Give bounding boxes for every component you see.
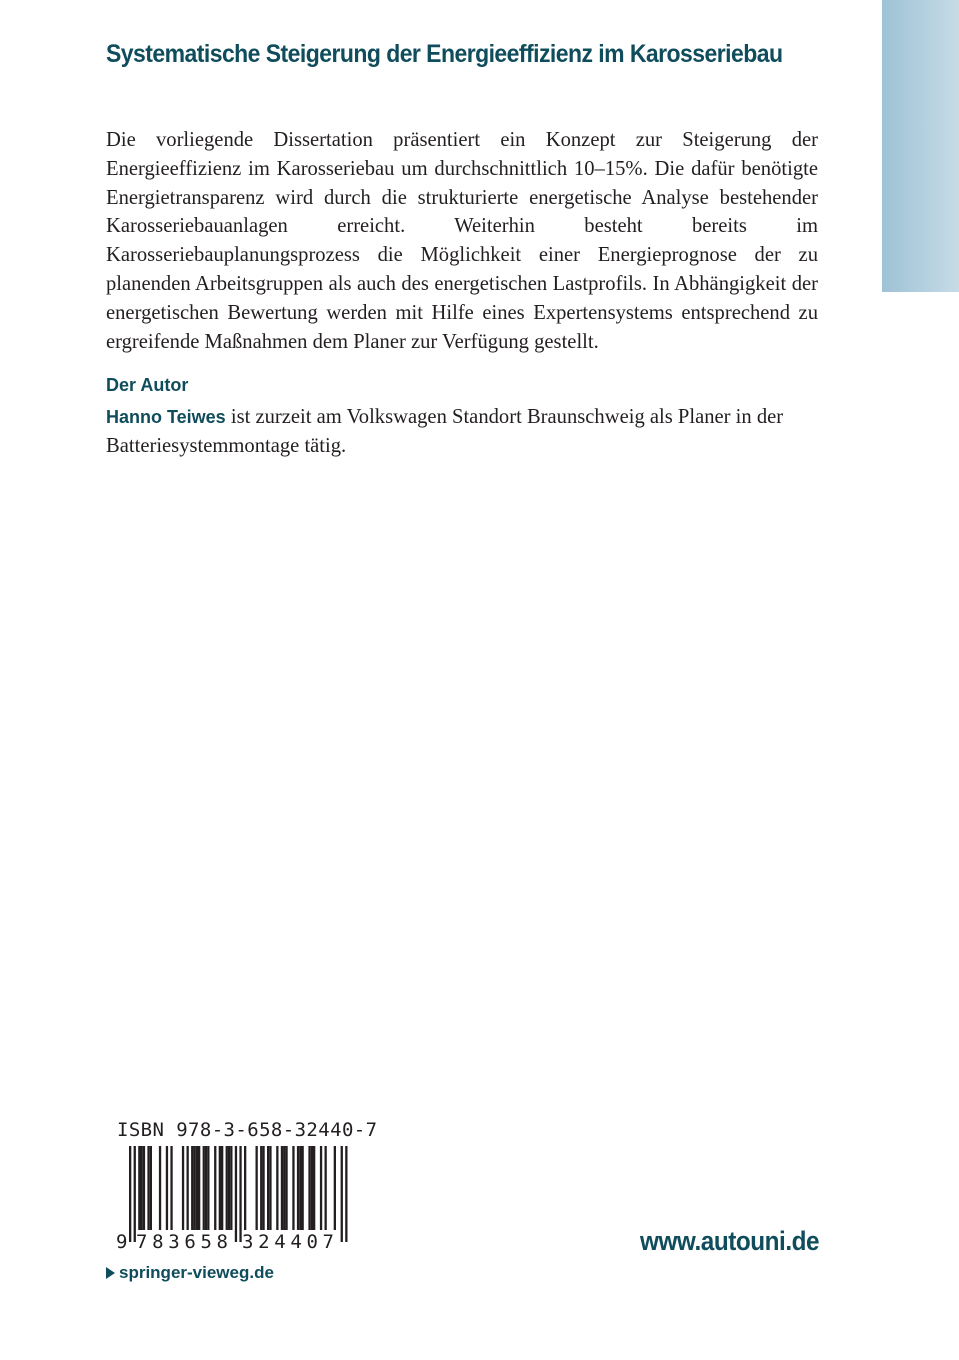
barcode-bar	[262, 1146, 264, 1230]
barcode-bar	[207, 1146, 209, 1230]
barcode-bar	[267, 1146, 269, 1230]
barcode-bar	[285, 1146, 287, 1230]
barcode-bar	[320, 1146, 322, 1230]
barcode-bar	[235, 1146, 237, 1242]
barcode-bar	[134, 1146, 136, 1242]
barcode-bar	[308, 1146, 310, 1230]
barcode-bar	[281, 1146, 283, 1230]
barcode-bar	[196, 1146, 198, 1230]
barcode-bar	[191, 1146, 193, 1230]
author-name: Hanno Teiwes	[106, 407, 226, 427]
barcode-bar	[292, 1146, 294, 1230]
barcode-bar	[143, 1146, 145, 1230]
publisher-link[interactable]	[106, 1263, 274, 1283]
barcode-bar	[214, 1146, 216, 1230]
isbn-barcode	[116, 1146, 356, 1256]
barcode-bar	[150, 1146, 152, 1230]
color-tab	[882, 0, 959, 292]
barcode-bar	[141, 1146, 143, 1230]
barcode-bar	[203, 1146, 205, 1230]
barcode-bar	[138, 1146, 140, 1230]
barcode-bar	[221, 1146, 223, 1230]
barcode-bar	[302, 1146, 304, 1230]
barcode-bar	[147, 1146, 149, 1230]
barcode-bar	[230, 1146, 232, 1230]
barcode-bar	[239, 1146, 241, 1242]
barcode-bar	[159, 1146, 161, 1230]
barcode-bar	[345, 1146, 347, 1242]
barcode-bars	[129, 1146, 348, 1242]
barcode-bar	[193, 1146, 195, 1230]
barcode-bar	[198, 1146, 200, 1230]
barcode-digits-right: 324407	[242, 1231, 334, 1253]
author-bio-text: ist zurzeit am Volkswagen Standort Braunschweig als Planer in der Batteriesystemmontage tätig.	[106, 406, 784, 457]
barcode-bar	[228, 1146, 230, 1230]
author-heading: Der Autor	[106, 375, 189, 395]
barcode-bar	[269, 1146, 271, 1230]
barcode-digit-first: 9	[116, 1231, 128, 1253]
barcode-bar	[226, 1146, 228, 1230]
barcode-bar	[170, 1146, 172, 1230]
book-title: Systematische Steigerung der Energieeffizienz im Karosseriebau	[106, 40, 783, 68]
barcode-bar	[256, 1146, 258, 1230]
barcode-bar	[205, 1146, 207, 1230]
barcode-bar	[219, 1146, 221, 1230]
arrow-right-icon	[106, 1267, 115, 1279]
barcode-bar	[325, 1146, 327, 1230]
publisher-url: springer-vieweg.de	[119, 1263, 274, 1282]
barcode-bar	[244, 1146, 246, 1230]
author-bio	[106, 403, 818, 461]
isbn-label: ISBN 978-3-658-32440-7	[117, 1119, 378, 1141]
barcode-bar	[260, 1146, 262, 1230]
barcode-bar	[313, 1146, 315, 1230]
barcode-bar	[166, 1146, 168, 1230]
barcode-bar	[182, 1146, 184, 1230]
barcode-bar	[311, 1146, 313, 1230]
barcode-bar	[187, 1146, 189, 1230]
barcode-bar	[283, 1146, 285, 1230]
barcode-bar	[334, 1146, 336, 1230]
barcode-bar	[297, 1146, 299, 1230]
abstract-text: Die vorliegende Dissertation präsentiert ein Konzept zur Steigerung der Energieeffizienz im Karosseriebau um durchschnittlich 10–15%. Die dafür benötigte Energietransparenz wird durch die strukturierte energetische Analyse bestehender Karosseriebauanlagen erreicht. Weiterhin besteht bereits im Karosseriebauplanungsprozess die Möglichkeit einer Energieprognose der zu planenden Arbeitsgruppen als auch des energetischen Lastprofils. In Abhängigkeit der energetischen Bewertung werden mit Hilfe eines Expertensystems entsprechend zu ergreifende Maßnahmen dem Planer zur Verfügung gestellt.	[106, 129, 818, 353]
barcode-digits-left: 783658	[136, 1231, 228, 1253]
barcode-bar	[129, 1146, 131, 1242]
barcode-bar	[299, 1146, 301, 1230]
website-url[interactable]: www.autouni.de	[640, 1226, 820, 1256]
barcode-bar	[276, 1146, 278, 1230]
barcode-bar	[341, 1146, 343, 1242]
